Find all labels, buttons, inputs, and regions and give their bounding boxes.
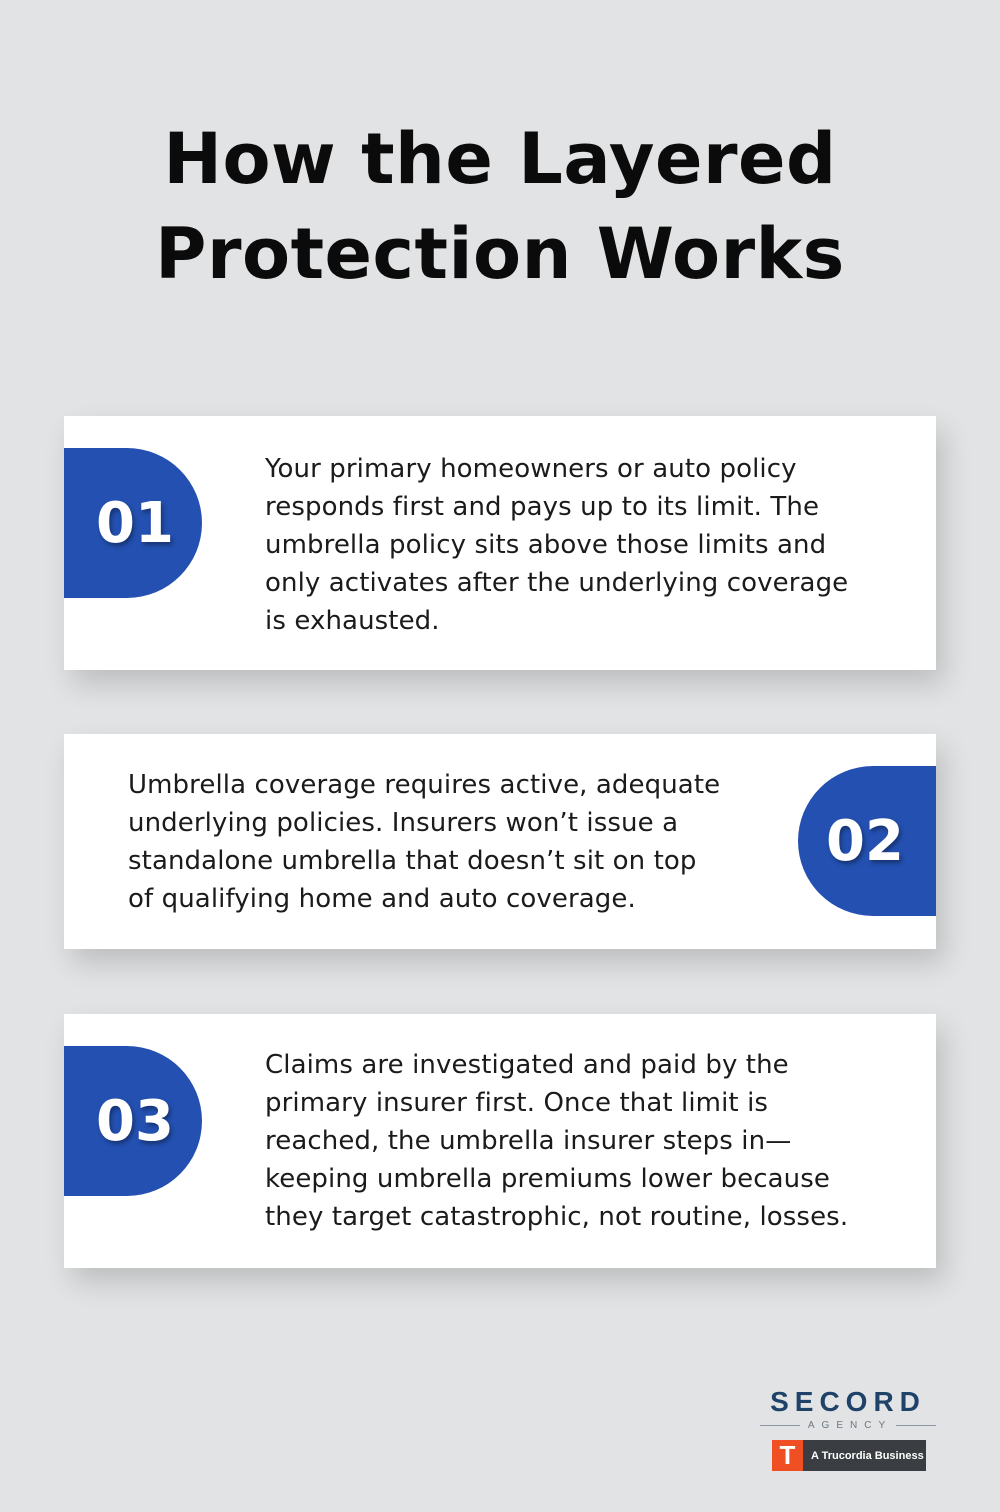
step-number-badge-1: 01 (64, 448, 202, 598)
step-1-line: Your primary homeowners or auto policy (265, 454, 797, 484)
logo-sub-text: AGENCY (807, 1420, 893, 1431)
step-1-line: umbrella policy sits above those limits and (265, 530, 827, 560)
step-3-line: reached, the umbrella insurer steps in— (265, 1126, 792, 1156)
step-2-line: Umbrella coverage requires active, adequate (128, 770, 721, 800)
step-3-line: primary insurer first. Once that limit is (265, 1088, 769, 1118)
step-text-3 (265, 1046, 848, 1236)
step-number-badge-3: 03 (64, 1046, 202, 1196)
step-1-line: is exhausted. (265, 606, 440, 636)
trucordia-tagline: A Trucordia Business (811, 1449, 924, 1462)
title-line-1: How the Layered (163, 118, 837, 200)
step-3-line: keeping umbrella premiums lower because (265, 1164, 830, 1194)
step-2-line: underlying policies. Insurers won’t issue a (128, 808, 679, 838)
trucordia-badge (772, 1440, 926, 1471)
step-3-line: they target catastrophic, not routine, losses. (265, 1202, 849, 1232)
title-line-2: Protection Works (155, 213, 845, 295)
step-text-2 (128, 766, 720, 918)
logo-divider-left (760, 1425, 800, 1426)
logo-subtitle (760, 1420, 936, 1431)
step-2-line: of qualifying home and auto coverage. (128, 884, 636, 914)
secord-agency-logo (760, 1386, 936, 1431)
trucordia-t-icon: T (772, 1440, 803, 1471)
step-card-3 (64, 1014, 936, 1268)
step-1-line: responds first and pays up to its limit. The (265, 492, 820, 522)
logo-divider-right (896, 1425, 936, 1426)
step-number-badge-2: 02 (798, 766, 936, 916)
step-1-line: only activates after the underlying coverage (265, 568, 849, 598)
step-card-2 (64, 734, 936, 949)
logo-name: SECORD (770, 1386, 926, 1417)
step-3-line: Claims are investigated and paid by the (265, 1050, 789, 1080)
step-card-1 (64, 416, 936, 670)
page-title (0, 112, 1000, 302)
step-2-line: standalone umbrella that doesn’t sit on top (128, 846, 697, 876)
step-text-1 (265, 450, 848, 640)
